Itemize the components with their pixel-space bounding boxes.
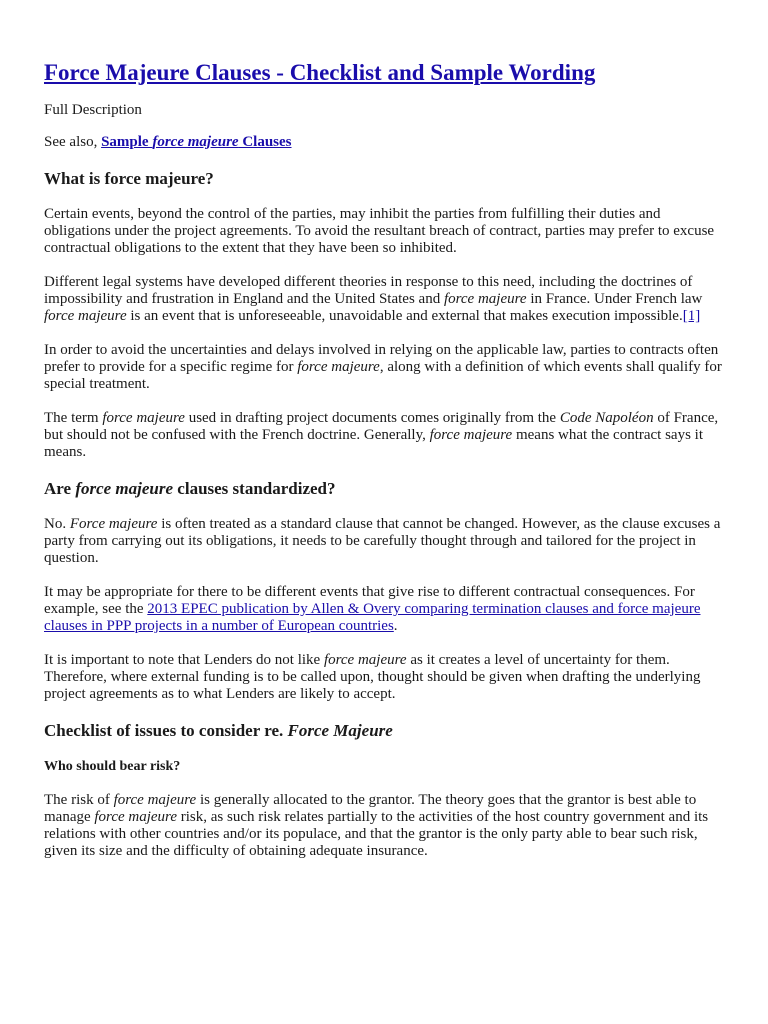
title-link[interactable]: Force Majeure Clauses - Checklist and Sample Wording	[44, 60, 596, 85]
see-also-line	[44, 134, 724, 151]
paragraph-1: Certain events, beyond the control of the parties, may inhibit the parties from fulfilling their duties and obligations under the project agreements. To avoid the resultant breach of contract, parties may prefer to excuse contractual obligations to the extent that they have been so inhibited.	[44, 206, 715, 256]
epec-publication-link[interactable]: 2013 EPEC publication by Allen & Overy comparing termination clauses and force majeure clauses in PPP projects in a number of European countries	[44, 601, 701, 634]
heading-what-is-force-majeure: What is force majeure?	[44, 169, 214, 188]
sample-clauses-link-text-c: Clauses	[238, 134, 292, 150]
full-description-label: Full Description	[44, 102, 142, 118]
paragraph-6: It may be appropriate for there to be different events that give rise to different contractual consequences. For example, see the 2013 EPEC publication by Allen & Overy comparing termination clauses and force majeure clauses in PPP projects in a number of European countries.	[44, 584, 701, 634]
paragraph-2: Different legal systems have developed different theories in response to this need, including the doctrines of impossibility and frustration in England and the United States and force majeure in France. Under French law force majeure is an event that is unforeseeable, unavoidable and external that makes execution impossible.[1]	[44, 274, 703, 324]
footnote-link-1[interactable]: [1]	[682, 308, 701, 324]
sample-clauses-link[interactable]	[101, 134, 291, 150]
paragraph-8: The risk of force majeure is generally allocated to the grantor. The theory goes that the grantor is best able to manage force majeure risk, as such risk relates partially to the activities of the host country government and its relations with other countries and/or its populace, and that the grantor is the only party able to bear such risk, given its size and the difficulty of obtaining adequate insurance.	[44, 792, 709, 859]
heading-checklist: Checklist of issues to consider re. Force Majeure	[44, 721, 393, 740]
see-also-prefix: See also,	[44, 134, 102, 150]
paragraph-5: No. Force majeure is often treated as a standard clause that cannot be changed. However, as the clause excuses a party from carrying out its obligations, it needs to be carefully thought through and tailored for the project in question.	[44, 516, 721, 566]
paragraph-4: The term force majeure used in drafting project documents comes originally from the Code Napoléon of France, but should not be confused with the French doctrine. Generally, force majeure means what the contract says it means.	[44, 410, 719, 460]
subheading-who-should-bear-risk: Who should bear risk?	[44, 759, 181, 774]
page-title	[44, 58, 724, 88]
heading-standardized: Are force majeure clauses standardized?	[44, 479, 336, 498]
sample-clauses-link-text-a: Sample	[101, 134, 153, 150]
sample-clauses-link-text-b: force majeure	[152, 134, 239, 150]
paragraph-7: It is important to note that Lenders do not like force majeure as it creates a level of uncertainty for them. Therefore, where external funding is to be called upon, thought should be given when drafting the underlying project agreements as to what Lenders are likely to accept.	[44, 652, 701, 702]
paragraph-3: In order to avoid the uncertainties and delays involved in relying on the applicable law, parties to contracts often prefer to provide for a specific regime for force majeure, along with a definition of which events shall qualify for special treatment.	[44, 342, 722, 392]
